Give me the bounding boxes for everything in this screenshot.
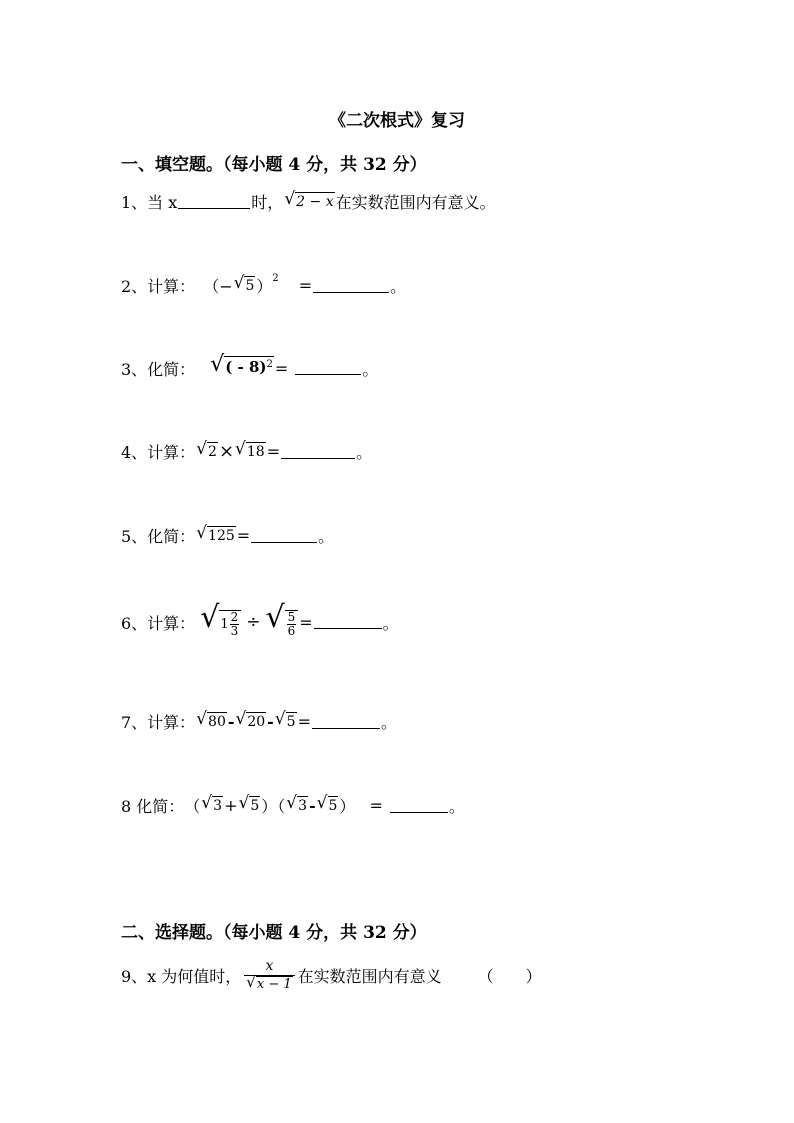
q6-radical-2: √ $\frac{5}{6}$	[265, 606, 298, 638]
q7-end: 。	[380, 713, 397, 732]
q2-radicand: 5	[245, 278, 255, 294]
q2-open: （−	[203, 277, 233, 296]
q5-radicand: 125	[208, 528, 235, 544]
section-heading-fill-in: 一、填空题。（每小题 4 分，共 32 分）	[121, 155, 427, 175]
page-title: 《二次根式》复习	[329, 111, 465, 131]
q8-radicand-3: 3	[298, 798, 308, 814]
q9-answer-paren[interactable]: （ ）	[477, 966, 542, 986]
q7-radical-2: √ 20	[235, 709, 266, 730]
q9-prefix: 9、x 为何值时，	[121, 966, 242, 986]
q7-minus-2: -	[267, 712, 274, 731]
q8-open-1: （	[184, 797, 201, 816]
q8-minus: -	[309, 796, 316, 815]
q3-answer-blank[interactable]	[295, 373, 361, 375]
q8-plus: +	[224, 796, 238, 815]
q1-suffix: 在实数范围内有意义。	[335, 193, 496, 212]
q6-divide: ÷	[246, 612, 261, 632]
q2-exponent: 2	[272, 273, 279, 284]
q3-radicand: ( - 8)	[225, 358, 267, 376]
q7-equals: =	[297, 712, 311, 731]
q4-prefix: 4、计算：	[121, 443, 196, 462]
q6-fraction-1	[230, 611, 240, 638]
q8-radical-1: √ 3	[201, 793, 223, 814]
question-9	[121, 958, 542, 992]
q4-radical-2: √ 18	[235, 439, 265, 460]
question-8	[121, 794, 465, 817]
q1-radicand: 2 − x	[296, 194, 334, 210]
q8-radicand-4: 5	[328, 798, 338, 814]
question-1	[121, 190, 496, 213]
q8-radicand-1: 3	[213, 798, 223, 814]
section-heading-multiple-choice: 二、选择题。（每小题 4 分，共 32 分）	[121, 923, 427, 943]
q2-prefix: 2、计算：	[121, 277, 196, 296]
q4-radicand-2: 18	[246, 444, 265, 460]
q9-numerator: x	[265, 958, 274, 974]
q2-equals: =	[298, 276, 313, 295]
q5-prefix: 5、化简：	[121, 527, 196, 546]
q7-answer-blank[interactable]	[312, 727, 380, 729]
q4-radicand-1: 2	[208, 444, 217, 460]
q6-prefix: 6、计算：	[121, 613, 196, 633]
q7-radical-1: √ 80	[196, 709, 226, 730]
q4-end: 。	[356, 443, 373, 462]
q8-end: 。	[448, 797, 465, 816]
q7-radicand-3: 5	[286, 714, 296, 730]
q8-prefix: 8 化简：	[121, 797, 185, 816]
q9-fraction	[244, 958, 294, 992]
q5-equals: =	[236, 526, 251, 545]
q8-radical-3: √ 3	[286, 793, 308, 814]
q9-suffix: 在实数范围内有意义	[297, 966, 442, 986]
q8-radicand-2: 5	[250, 798, 260, 814]
question-6	[121, 600, 399, 638]
q1-mid: 时，	[251, 193, 284, 212]
q3-end: 。	[362, 359, 379, 379]
q4-answer-blank[interactable]	[281, 457, 355, 459]
q2-close: ）	[256, 277, 273, 296]
q6-end: 。	[382, 613, 399, 633]
q6-whole: 1	[220, 616, 229, 632]
q5-end: 。	[318, 527, 335, 546]
q8-close-2: ）	[339, 797, 356, 816]
q2-end: 。	[390, 277, 407, 296]
q7-radical-3: √ 5	[274, 709, 296, 730]
q8-answer-blank[interactable]	[390, 811, 448, 813]
question-2	[121, 274, 406, 297]
q9-denominator-radical: √ x − 1	[246, 973, 292, 992]
q7-radicand-2: 20	[247, 714, 266, 730]
q1-prefix: 1、当 x	[121, 193, 178, 212]
q8-radical-4: √ 5	[316, 793, 338, 814]
q4-times: ×	[218, 441, 235, 462]
q8-radical-2: √ 5	[238, 793, 260, 814]
q3-exponent: 2	[266, 359, 273, 370]
q6-numerator-2: 5	[287, 610, 296, 624]
q6-answer-blank[interactable]	[314, 627, 382, 629]
q7-radicand-1: 80	[208, 714, 226, 730]
q2-radical: √ 5	[233, 273, 255, 294]
question-5	[121, 524, 334, 547]
q3-prefix: 3、化简：	[121, 359, 196, 379]
q8-equals: =	[369, 796, 383, 815]
q9-denominator-radicand: x − 1	[256, 977, 292, 992]
q6-fraction-2	[287, 611, 297, 638]
q2-answer-blank[interactable]	[313, 291, 389, 293]
q6-equals: =	[299, 612, 313, 632]
q6-denominator-1: 3	[230, 624, 239, 638]
q1-answer-blank[interactable]	[178, 207, 250, 209]
q7-minus-1: -	[227, 712, 235, 731]
q3-equals: =	[274, 358, 289, 378]
q5-answer-blank[interactable]	[251, 541, 317, 543]
q1-radical: √ 2 − x	[284, 189, 334, 210]
question-3	[121, 352, 379, 380]
q3-radical: √ ( - 8)$^2$	[210, 356, 274, 380]
question-4	[121, 440, 372, 463]
q5-radical: √ 125	[196, 523, 235, 544]
q4-radical-1: √ 2	[196, 439, 217, 460]
q7-prefix: 7、计算：	[121, 713, 196, 732]
q8-close-1: ）（	[261, 797, 286, 816]
q6-denominator-2: 6	[287, 624, 296, 638]
question-7	[121, 710, 397, 733]
q6-numerator-1: 2	[230, 610, 239, 624]
q4-equals: =	[266, 442, 281, 461]
q6-radical-1: √ 1 $\frac{2}{3}$	[200, 606, 241, 638]
